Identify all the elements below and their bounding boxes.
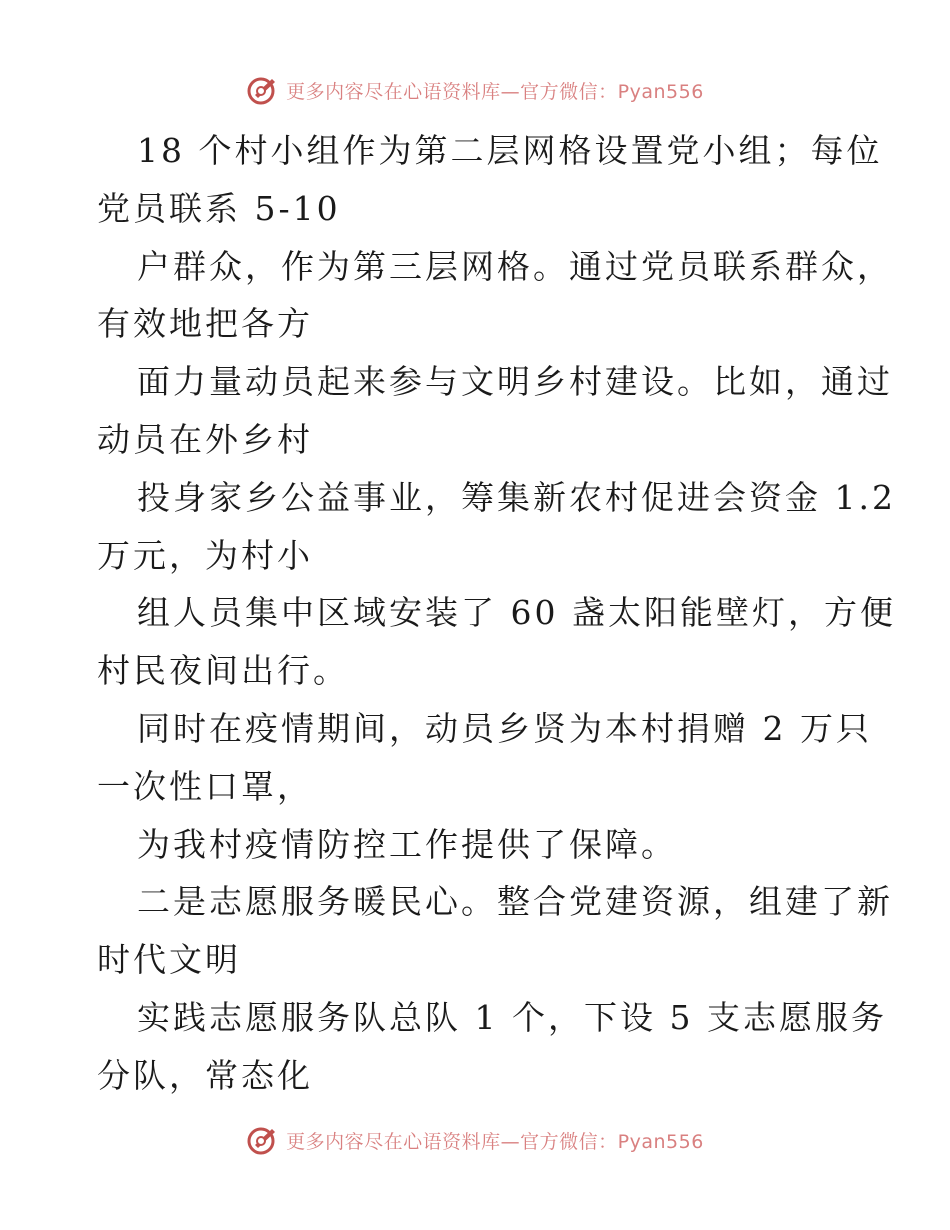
text-line: 万元，为村小 [97,535,313,575]
text-line: 实践志愿服务队总队 1 个，下设 5 支志愿服务 [137,997,887,1037]
text-line: 同时在疫情期间，动员乡贤为本村捐赠 2 万只 [137,708,872,748]
text-line: 有效地把各方 [97,304,313,344]
watermark-text: 更多内容尽在心语资料库—官方微信：Pyan556 [286,1130,704,1153]
text-line: 动员在外乡村 [97,419,313,459]
text-line: 为我村疫情防控工作提供了保障。 [137,824,677,864]
text-line: 组人员集中区域安装了 60 盏太阳能壁灯，方便 [137,593,896,633]
text-line: 党员联系 5-10 [97,188,341,228]
brush-logo-icon [246,73,280,107]
text-line: 面力量动员起来参与文明乡村建设。比如，通过 [137,362,893,402]
document-body [97,122,896,1105]
text-line: 二是志愿服务暖民心。整合党建资源，组建了新 [137,882,893,922]
text-line: 一次性口罩， [97,766,313,806]
watermark-text: 更多内容尽在心语资料库—官方微信：Pyan556 [286,80,704,103]
text-line: 18 个村小组作为第二层网格设置党小组；每位 [137,131,883,170]
watermark-header [0,70,950,110]
text-line: 户群众，作为第三层网格。通过党员联系群众， [137,246,893,286]
text-line: 村民夜间出行。 [97,651,349,691]
brush-logo-icon [246,1123,280,1157]
text-line: 分队，常态化 [97,1055,313,1095]
watermark-footer [0,1120,950,1160]
text-line: 时代文明 [97,940,241,980]
text-line: 投身家乡公益事业，筹集新农村促进会资金 1.2 [137,477,896,517]
